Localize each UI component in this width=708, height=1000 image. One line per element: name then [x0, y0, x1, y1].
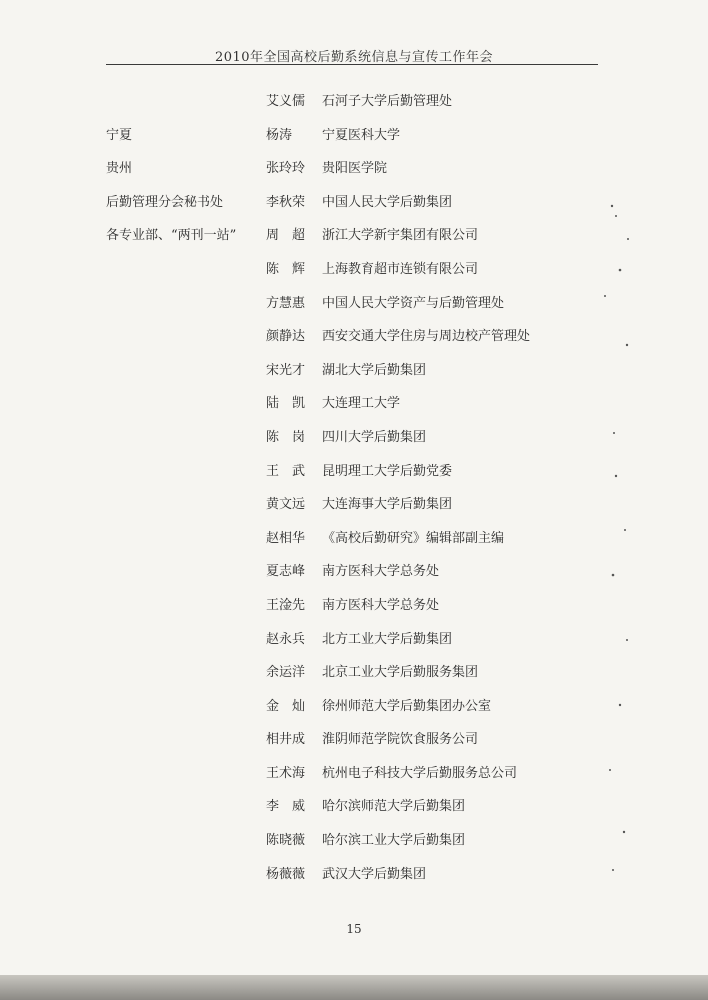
attendee-organization: 徐州师范大学后勤集团办公室 — [322, 698, 492, 714]
attendee-name: 艾义儒 — [266, 94, 306, 109]
list-item — [0, 663, 708, 697]
attendee-organization: 南方医科大学总务处 — [322, 597, 440, 613]
attendee-name: 赵相华 — [266, 530, 306, 546]
list-item — [0, 126, 708, 160]
attendee-name: 杨涛 — [266, 127, 293, 143]
list-item — [0, 260, 708, 294]
header-divider — [106, 64, 598, 65]
attendee-organization: 西安交通大学住房与周边校产管理处 — [322, 329, 531, 345]
attendee-name: 陆 凯 — [266, 396, 306, 412]
list-item — [0, 159, 708, 193]
attendee-organization: 宁夏医科大学 — [322, 127, 401, 143]
attendee-name: 金 灿 — [266, 698, 306, 714]
attendee-organization: 贵阳医学院 — [322, 161, 388, 177]
attendee-name: 方慧惠 — [266, 295, 306, 311]
attendee-name: 黄文远 — [266, 497, 306, 513]
list-item — [0, 462, 708, 496]
list-item — [0, 529, 708, 563]
list-item — [0, 495, 708, 529]
region-label: 贵州 — [106, 161, 133, 177]
list-item — [0, 294, 708, 328]
attendee-name: 王淦先 — [266, 597, 306, 613]
page-number: 15 — [346, 922, 362, 936]
list-item — [0, 562, 708, 596]
attendee-organization: 杭州电子科技大学后勤服务总公司 — [322, 765, 518, 781]
list-item — [0, 193, 708, 227]
region-label: 宁夏 — [106, 127, 133, 143]
attendee-name: 陈 岗 — [266, 429, 306, 445]
attendee-organization: 昆明理工大学后勤党委 — [322, 463, 453, 479]
attendee-organization: 大连海事大学后勤集团 — [322, 497, 453, 513]
attendee-name: 张玲玲 — [266, 161, 306, 177]
attendee-organization: 淮阴师范学院饮食服务公司 — [322, 732, 479, 748]
attendee-name: 相井成 — [266, 732, 306, 748]
attendee-organization: 石河子大学后勤管理处 — [322, 94, 453, 109]
list-item — [0, 226, 708, 260]
attendee-name: 宋光才 — [266, 362, 306, 378]
attendee-organization: 四川大学后勤集团 — [322, 429, 427, 445]
list-item — [0, 797, 708, 831]
attendee-organization: 浙江大学新宇集团有限公司 — [322, 228, 479, 244]
attendee-organization: 中国人民大学后勤集团 — [322, 194, 453, 210]
attendee-name: 李秋荣 — [266, 194, 306, 210]
list-item — [0, 630, 708, 664]
list-item — [0, 596, 708, 630]
list-item — [0, 428, 708, 462]
attendee-name: 余运洋 — [266, 665, 306, 681]
attendee-name: 周 超 — [266, 228, 306, 244]
attendee-name: 王术海 — [266, 765, 306, 781]
list-item — [0, 327, 708, 361]
attendee-organization: 北京工业大学后勤服务集团 — [322, 665, 479, 681]
attendee-name: 陈晓薇 — [266, 833, 306, 849]
list-item — [0, 394, 708, 428]
attendee-organization: 武汉大学后勤集团 — [322, 866, 427, 882]
attendee-list — [0, 92, 708, 898]
attendee-name: 夏志峰 — [266, 564, 306, 580]
region-label: 后勤管理分会秘书处 — [106, 194, 224, 210]
attendee-organization: 上海教育超市连锁有限公司 — [322, 261, 479, 277]
attendee-organization: 《高校后勤研究》编辑部副主编 — [322, 530, 505, 546]
scan-bottom-edge — [0, 975, 708, 1000]
attendee-organization: 湖北大学后勤集团 — [322, 362, 427, 378]
attendee-organization: 哈尔滨师范大学后勤集团 — [322, 799, 466, 815]
page-header-title: 2010年全国高校后勤系统信息与宣传工作年会 — [214, 50, 494, 65]
attendee-name: 王 武 — [266, 463, 306, 479]
attendee-organization: 北方工业大学后勤集团 — [322, 631, 453, 647]
attendee-organization: 大连理工大学 — [322, 396, 401, 412]
attendee-name: 陈 辉 — [266, 261, 306, 277]
list-item — [0, 831, 708, 865]
list-item — [0, 730, 708, 764]
list-item — [0, 865, 708, 899]
attendee-name: 颜静达 — [266, 329, 306, 345]
region-label: 各专业部、“两刊一站” — [106, 228, 237, 244]
attendee-name: 李 威 — [266, 799, 306, 815]
attendee-name: 杨薇薇 — [266, 866, 306, 882]
attendee-name: 赵永兵 — [266, 631, 306, 647]
attendee-organization: 中国人民大学资产与后勤管理处 — [322, 295, 505, 311]
list-item — [0, 92, 708, 126]
attendee-organization: 南方医科大学总务处 — [322, 564, 440, 580]
list-item — [0, 361, 708, 395]
list-item — [0, 697, 708, 731]
list-item — [0, 764, 708, 798]
attendee-organization: 哈尔滨工业大学后勤集团 — [322, 833, 466, 849]
